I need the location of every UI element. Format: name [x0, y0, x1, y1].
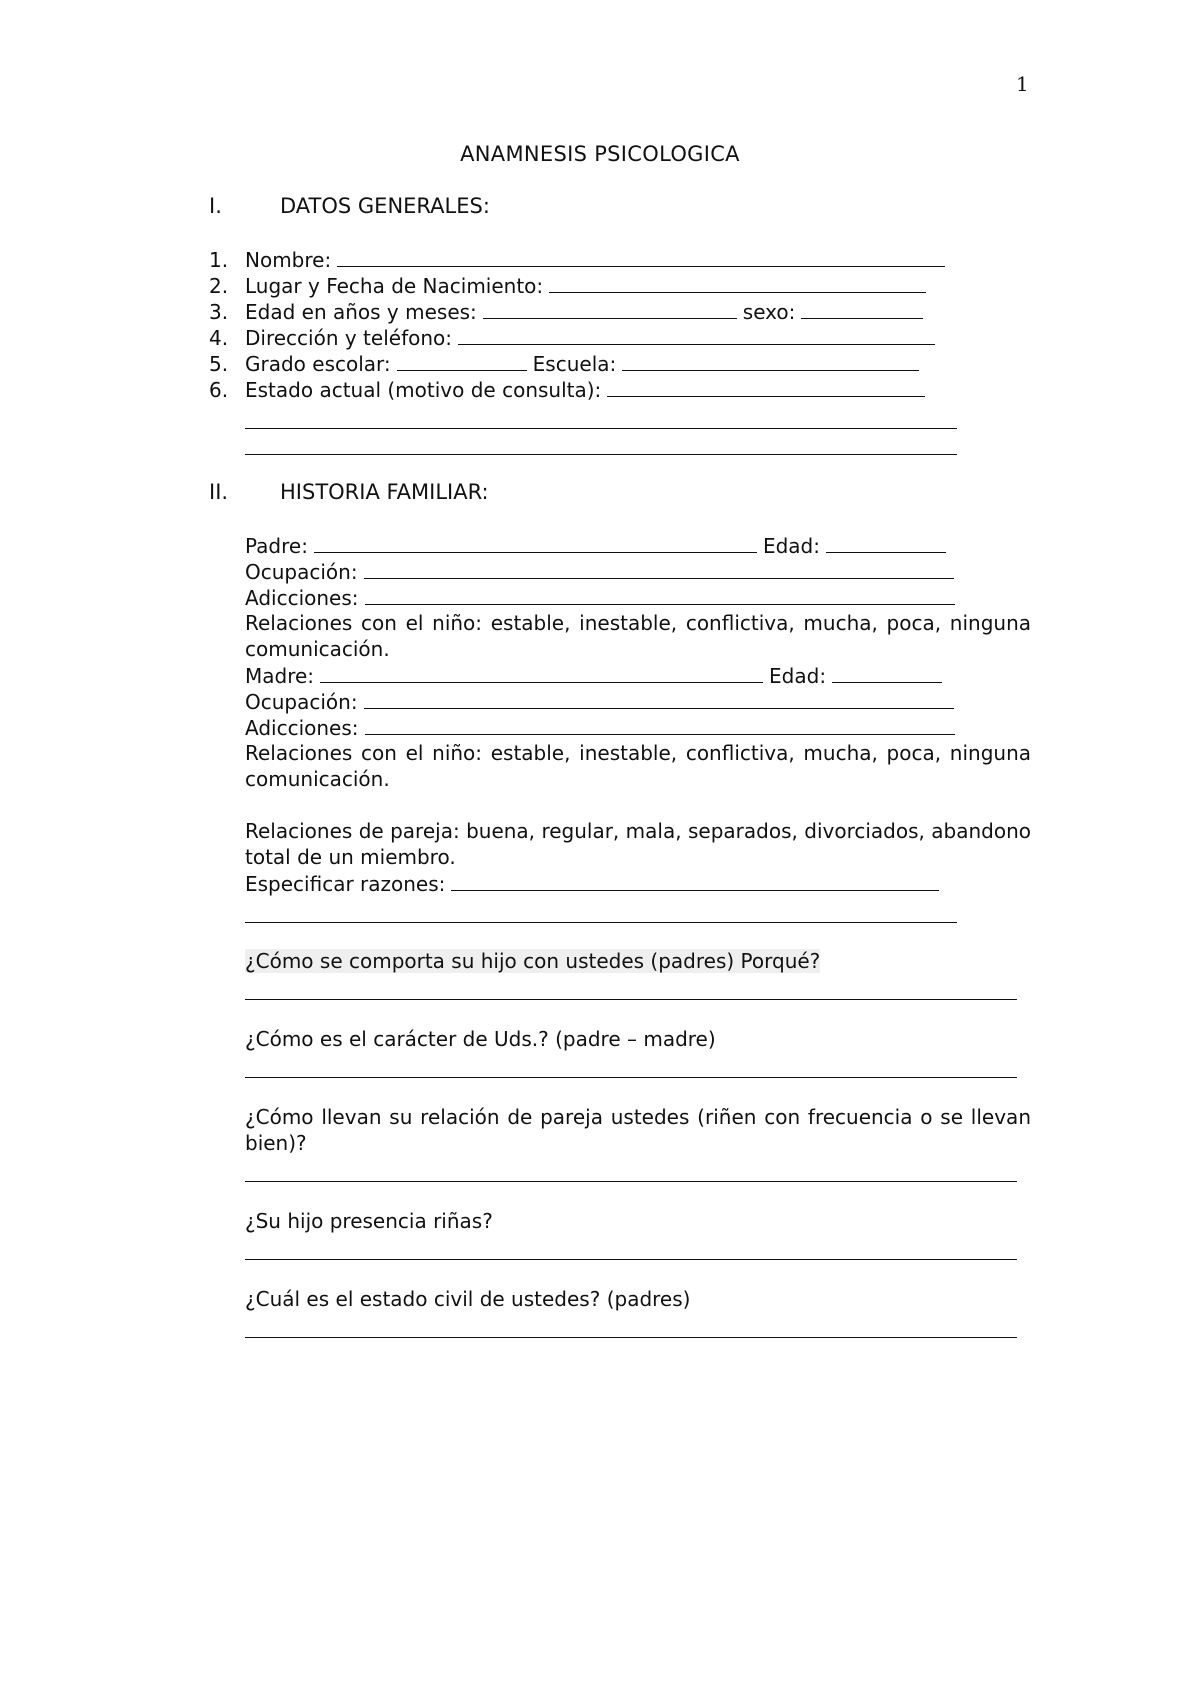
item-number: 6.	[209, 378, 229, 402]
question-1	[245, 948, 820, 974]
item-number: 5.	[209, 352, 229, 376]
field-estado-actual	[209, 376, 931, 403]
field-label: Edad:	[762, 534, 820, 558]
item-number: 3.	[209, 300, 229, 324]
field-padre-ocupacion	[245, 558, 960, 585]
section-2-heading	[209, 480, 489, 504]
field-label: Ocupación:	[245, 690, 358, 714]
field-label: Madre:	[245, 664, 315, 688]
item-number: 1.	[209, 248, 229, 272]
question-text: ¿Su hijo presencia riñas?	[245, 1209, 493, 1233]
field-padre	[245, 532, 952, 559]
question-text: ¿Cuál es el estado civil de ustedes? (padres)	[245, 1287, 691, 1311]
section-1-number: I.	[209, 194, 222, 218]
question-5	[245, 1286, 690, 1312]
field-especificar	[245, 870, 945, 897]
madre-input[interactable]	[320, 662, 763, 683]
field-padre-adicciones	[245, 584, 961, 611]
estado-actual-line-3[interactable]	[245, 454, 957, 455]
field-label: sexo:	[742, 300, 796, 324]
document-title: ANAMNESIS PSICOLOGICA	[460, 142, 740, 166]
madre-relaciones-text: Relaciones con el niño: estable, inestable, conflictiva, mucha, poca, ninguna comunicación.	[245, 741, 1031, 791]
padre-input[interactable]	[314, 532, 757, 553]
section-2-number: II.	[209, 480, 229, 504]
field-label: Adicciones:	[245, 586, 359, 610]
field-nombre	[209, 246, 951, 273]
field-label: Edad:	[769, 664, 827, 688]
especificar-input[interactable]	[451, 870, 939, 891]
field-lugar-fecha	[209, 272, 932, 299]
estado-actual-line-2[interactable]	[245, 428, 957, 429]
field-label: Estado actual (motivo de consulta):	[245, 378, 602, 402]
nombre-input[interactable]	[337, 246, 945, 267]
especificar-line-2[interactable]	[245, 922, 957, 923]
field-label: Adicciones:	[245, 716, 359, 740]
padre-edad-input[interactable]	[826, 532, 946, 553]
answer-line-2[interactable]	[245, 1077, 1017, 1078]
question-text: ¿Cómo es el carácter de Uds.? (padre – madre)	[245, 1027, 716, 1051]
edad-input[interactable]	[483, 298, 737, 319]
question-text: ¿Cómo se comporta su hijo con ustedes (padres) Porqué?	[245, 949, 821, 973]
padre-adicciones-input[interactable]	[365, 584, 955, 605]
field-label: Lugar y Fecha de Nacimiento:	[245, 274, 544, 298]
field-label: Especificar razones:	[245, 872, 446, 896]
item-number: 4.	[209, 326, 229, 350]
lugar-fecha-input[interactable]	[549, 272, 926, 293]
answer-line-1[interactable]	[245, 999, 1017, 1000]
escuela-input[interactable]	[622, 350, 919, 371]
field-label: Grado escolar:	[245, 352, 391, 376]
field-edad-sexo	[209, 298, 929, 325]
estado-actual-input[interactable]	[607, 376, 925, 397]
field-label: Escuela:	[532, 352, 617, 376]
field-label: Padre:	[245, 534, 308, 558]
answer-line-3[interactable]	[245, 1181, 1017, 1182]
section-1-title: DATOS GENERALES:	[280, 194, 490, 218]
padre-relaciones-text: Relaciones con el niño: estable, inestable, conflictiva, mucha, poca, ninguna comunicación.	[245, 611, 1031, 661]
direccion-input[interactable]	[458, 324, 935, 345]
section-1-heading	[209, 194, 490, 218]
field-grado-escuela	[209, 350, 925, 377]
madre-edad-input[interactable]	[832, 662, 942, 683]
answer-line-4[interactable]	[245, 1259, 1017, 1260]
answer-line-5[interactable]	[245, 1337, 1017, 1338]
page-number: 1	[1016, 72, 1029, 96]
question-2	[245, 1026, 716, 1052]
madre-adicciones-input[interactable]	[365, 714, 955, 735]
madre-ocupacion-input[interactable]	[364, 688, 954, 709]
question-4	[245, 1208, 493, 1234]
field-direccion	[209, 324, 941, 351]
field-label: Ocupación:	[245, 560, 358, 584]
relaciones-pareja-text: Relaciones de pareja: buena, regular, mala, separados, divorciados, abandono total de un miembro.	[245, 819, 1031, 869]
field-madre-ocupacion	[245, 688, 960, 715]
sexo-input[interactable]	[801, 298, 923, 319]
padre-ocupacion-input[interactable]	[364, 558, 954, 579]
field-madre-adicciones	[245, 714, 961, 741]
question-3: ¿Cómo llevan su relación de pareja ustedes (riñen con frecuencia o se llevan bien)?	[245, 1105, 1031, 1155]
section-2-title: HISTORIA FAMILIAR:	[280, 480, 489, 504]
field-label: Edad en años y meses:	[245, 300, 477, 324]
field-label: Nombre:	[245, 248, 332, 272]
grado-input[interactable]	[397, 350, 527, 371]
item-number: 2.	[209, 274, 229, 298]
field-label: Dirección y teléfono:	[245, 326, 452, 350]
field-madre	[245, 662, 948, 689]
